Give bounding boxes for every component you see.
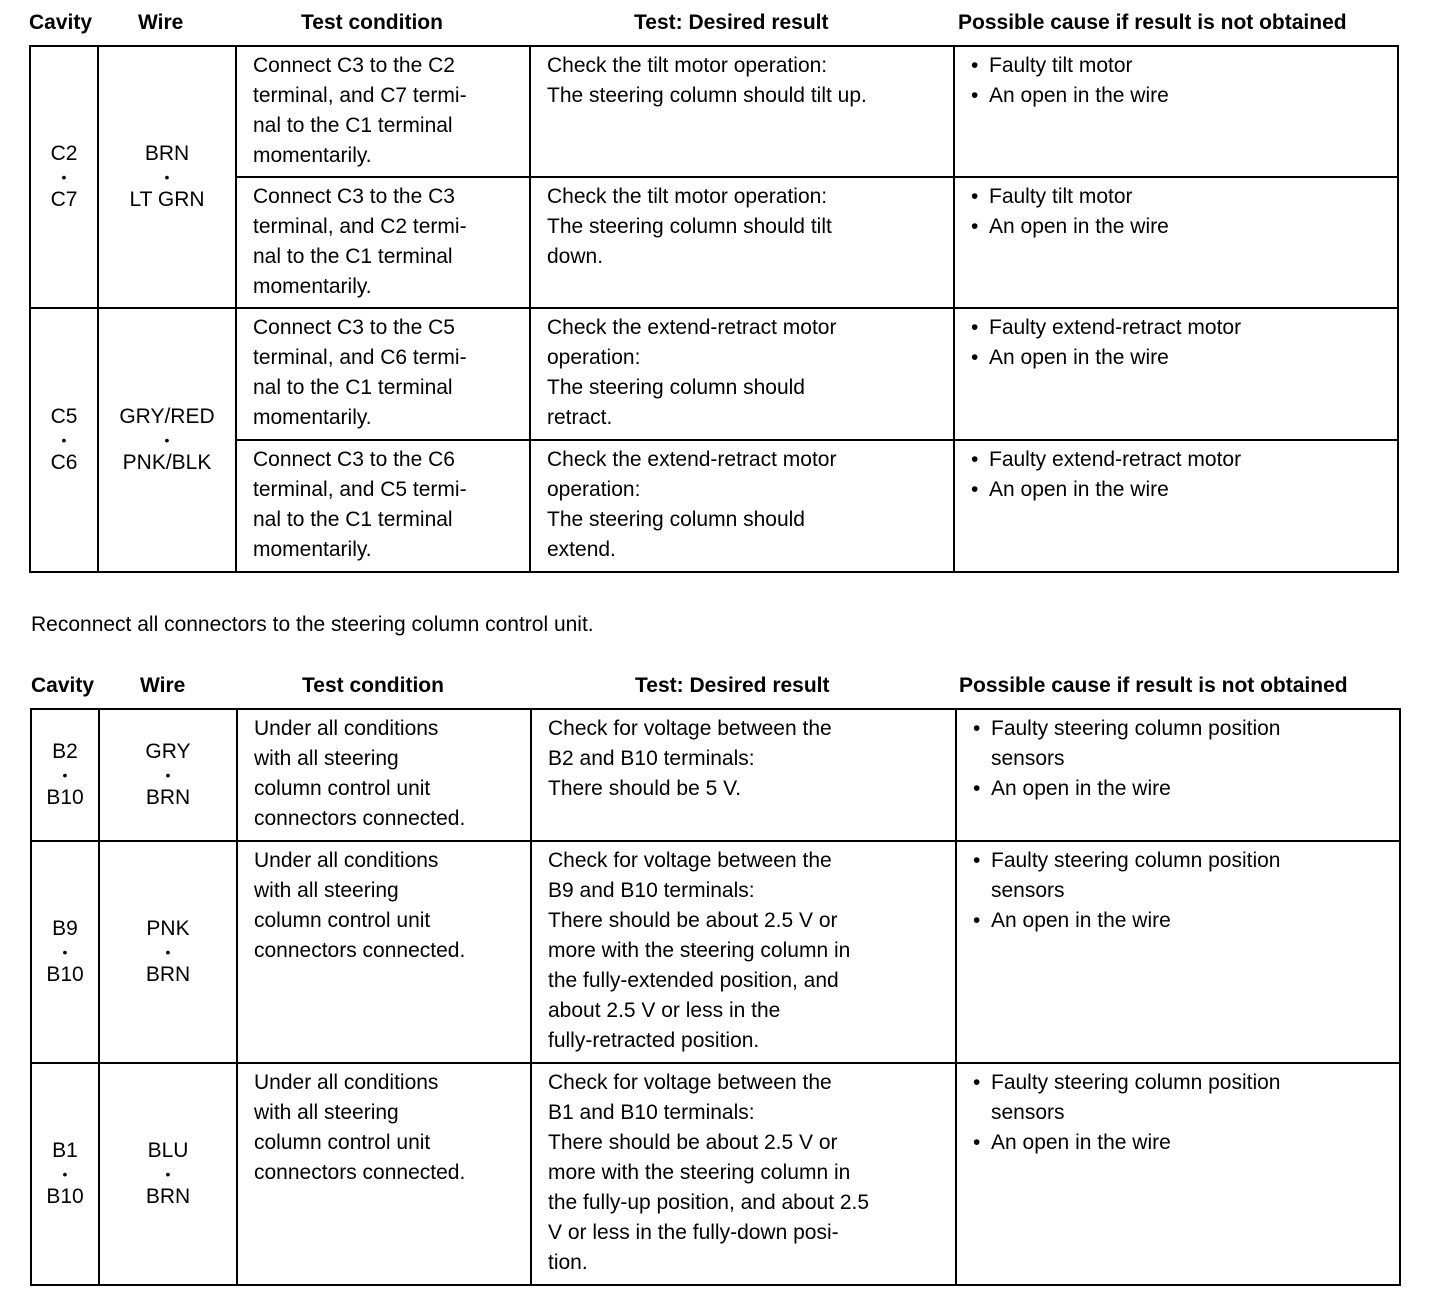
wire-cell [98, 46, 236, 308]
cause-text-continued: sensors [991, 1101, 1065, 1124]
result-cell [531, 709, 956, 841]
cavity-cell [30, 308, 98, 572]
cause-item [971, 313, 1389, 343]
cause-text: An open in the wire [989, 478, 1169, 501]
bullet-icon: • [971, 215, 979, 238]
condition-line: column control unit [254, 1131, 431, 1154]
header-possible-cause-1: Possible cause if result is not obtained [958, 11, 1347, 34]
header-desired-result-1: Test: Desired result [634, 11, 829, 34]
condition-line: terminal, and C5 termi- [253, 478, 467, 501]
cause-item [971, 51, 1389, 81]
wire-color: LT GRN [129, 188, 205, 211]
result-line: B1 and B10 terminals: [548, 1101, 755, 1124]
test-table-1 [29, 45, 1399, 573]
result-line: tion. [548, 1251, 588, 1274]
table-row [31, 709, 1400, 841]
cause-text: Faulty extend-retract motor [989, 448, 1242, 471]
condition-line: Connect C3 to the C2 [253, 54, 455, 77]
condition-line: connectors connected. [254, 939, 466, 962]
result-line: The steering column should [547, 508, 805, 531]
cause-item [971, 475, 1389, 505]
cause-item [971, 182, 1389, 212]
cause-text: An open in the wire [991, 909, 1171, 932]
dot-separator: • [164, 169, 170, 185]
cause-cell [954, 308, 1398, 440]
condition-line: momentarily. [253, 144, 372, 167]
header-possible-cause-2: Possible cause if result is not obtained [959, 674, 1348, 697]
result-line: down. [547, 245, 604, 268]
result-line: Check the tilt motor operation: [547, 185, 828, 208]
cavity-label: B9 [52, 917, 78, 940]
cause-item [973, 774, 1391, 804]
cause-text-continued: sensors [991, 879, 1065, 902]
header-cavity-1: Cavity [29, 11, 93, 34]
wire-color: BLU [147, 1139, 189, 1162]
wire-color: PNK [146, 917, 190, 940]
cause-item [973, 846, 1391, 876]
header-wire-1: Wire [138, 11, 184, 34]
result-line: the fully-extended position, and [548, 969, 839, 992]
cause-text: Faulty steering column position [991, 849, 1281, 872]
condition-line: Under all conditions [254, 717, 439, 740]
wire-color: GRY/RED [119, 405, 215, 428]
result-line: about 2.5 V or less in the [548, 999, 781, 1022]
condition-line: connectors connected. [254, 807, 466, 830]
cavity-label: C5 [50, 405, 78, 428]
wire-color: BRN [145, 1185, 191, 1208]
result-line: retract. [547, 406, 613, 429]
cause-cell [956, 709, 1400, 841]
condition-cell [236, 177, 530, 308]
result-line: Check for voltage between the [548, 1071, 832, 1094]
cause-item [973, 714, 1391, 744]
header-cavity-2: Cavity [31, 674, 95, 697]
result-line: Check for voltage between the [548, 717, 832, 740]
bullet-icon: • [973, 717, 981, 740]
condition-line: momentarily. [253, 275, 372, 298]
result-line: V or less in the fully-down posi- [548, 1221, 839, 1244]
result-line: more with the steering column in [548, 939, 851, 962]
condition-cell [236, 440, 530, 572]
cause-text: An open in the wire [989, 84, 1169, 107]
condition-line: with all steering [254, 879, 399, 902]
wire-color: BRN [145, 786, 191, 809]
cause-cell [954, 46, 1398, 177]
cause-item [971, 81, 1389, 111]
condition-line: connectors connected. [254, 1161, 466, 1184]
cause-text-continued: sensors [991, 747, 1065, 770]
condition-line: Connect C3 to the C5 [253, 316, 455, 339]
result-line: Check the extend-retract motor [547, 448, 837, 471]
table-row [30, 177, 1398, 308]
cavity-label: B2 [52, 740, 78, 763]
cavity-label: C7 [50, 188, 78, 211]
header-test-condition-2: Test condition [302, 674, 444, 697]
cavity-cell [30, 46, 98, 308]
cause-text: Faulty tilt motor [989, 185, 1133, 208]
dot-separator: • [164, 432, 170, 448]
condition-line: nal to the C1 terminal [253, 508, 453, 531]
dot-separator: • [165, 767, 171, 783]
cause-item [971, 343, 1389, 373]
cause-text: Faulty steering column position [991, 717, 1281, 740]
cause-cell [956, 1063, 1400, 1285]
bullet-icon: • [973, 1071, 981, 1094]
cause-item [971, 212, 1389, 242]
result-cell [530, 308, 954, 440]
condition-line: terminal, and C6 termi- [253, 346, 467, 369]
cause-item [973, 1068, 1391, 1098]
condition-cell [237, 709, 531, 841]
condition-line: terminal, and C7 termi- [253, 84, 467, 107]
wire-color: PNK/BLK [122, 451, 212, 474]
condition-line: Under all conditions [254, 1071, 439, 1094]
cause-text: Faulty tilt motor [989, 54, 1133, 77]
condition-line: with all steering [254, 747, 399, 770]
bullet-icon: • [973, 777, 981, 800]
condition-line: momentarily. [253, 538, 372, 561]
wire-color: BRN [144, 142, 190, 165]
bullet-icon: • [971, 185, 979, 208]
cavity-cell [31, 1063, 99, 1285]
condition-line: Under all conditions [254, 849, 439, 872]
condition-line: nal to the C1 terminal [253, 376, 453, 399]
dot-separator: • [165, 1166, 171, 1182]
bullet-icon: • [971, 316, 979, 339]
header-wire-2: Wire [140, 674, 186, 697]
condition-line: terminal, and C2 termi- [253, 215, 467, 238]
condition-line: with all steering [254, 1101, 399, 1124]
condition-line: Connect C3 to the C6 [253, 448, 455, 471]
result-cell [530, 177, 954, 308]
cause-cell [954, 177, 1398, 308]
condition-line: nal to the C1 terminal [253, 114, 453, 137]
cavity-label: B1 [52, 1139, 78, 1162]
reconnect-note: Reconnect all connectors to the steering column control unit. [31, 613, 594, 636]
cause-text: An open in the wire [989, 215, 1169, 238]
condition-line: Connect C3 to the C3 [253, 185, 455, 208]
wire-color: BRN [145, 963, 191, 986]
bullet-icon: • [971, 84, 979, 107]
bullet-icon: • [973, 849, 981, 872]
cavity-label: B10 [46, 1185, 84, 1208]
wire-cell [99, 709, 237, 841]
bullet-icon: • [971, 478, 979, 501]
table-row [30, 440, 1398, 572]
dot-separator: • [62, 1166, 68, 1182]
result-cell [530, 46, 954, 177]
result-cell [531, 841, 956, 1063]
result-line: There should be 5 V. [548, 777, 742, 800]
cavity-cell [31, 841, 99, 1063]
result-cell [531, 1063, 956, 1285]
condition-line: column control unit [254, 777, 431, 800]
cause-text: Faulty extend-retract motor [989, 316, 1242, 339]
table-row [30, 308, 1398, 440]
result-line: The steering column should [547, 376, 805, 399]
result-line: operation: [547, 478, 641, 501]
dot-separator: • [165, 944, 171, 960]
cause-item [971, 445, 1389, 475]
cause-text: An open in the wire [989, 346, 1169, 369]
result-line: extend. [547, 538, 616, 561]
bullet-icon: • [973, 1131, 981, 1154]
cause-cell [954, 440, 1398, 572]
condition-cell [237, 1063, 531, 1285]
cause-text: An open in the wire [991, 777, 1171, 800]
condition-cell [237, 841, 531, 1063]
cavity-label: B10 [46, 963, 84, 986]
result-cell [530, 440, 954, 572]
cavity-cell [31, 709, 99, 841]
result-line: B2 and B10 terminals: [548, 747, 755, 770]
cause-item [973, 1128, 1391, 1158]
cause-item [973, 906, 1391, 936]
bullet-icon: • [971, 54, 979, 77]
bullet-icon: • [973, 909, 981, 932]
test-table-2 [30, 708, 1401, 1286]
result-line: more with the steering column in [548, 1161, 851, 1184]
dot-separator: • [62, 944, 68, 960]
cavity-label: B10 [46, 786, 84, 809]
dot-separator: • [61, 169, 67, 185]
result-line: Check the extend-retract motor [547, 316, 837, 339]
header-desired-result-2: Test: Desired result [635, 674, 830, 697]
wire-cell [99, 841, 237, 1063]
cavity-label: C6 [50, 451, 78, 474]
result-line: Check for voltage between the [548, 849, 832, 872]
dot-separator: • [62, 767, 68, 783]
result-line: B9 and B10 terminals: [548, 879, 755, 902]
cavity-label: C2 [50, 142, 78, 165]
table-row [30, 46, 1398, 177]
table-row [31, 841, 1400, 1063]
cause-text: An open in the wire [991, 1131, 1171, 1154]
cause-text: Faulty steering column position [991, 1071, 1281, 1094]
result-line: the fully-up position, and about 2.5 [548, 1191, 870, 1214]
bullet-icon: • [971, 448, 979, 471]
condition-line: nal to the C1 terminal [253, 245, 453, 268]
result-line: fully-retracted position. [548, 1029, 760, 1052]
result-line: The steering column should tilt [547, 215, 832, 238]
wire-cell [98, 308, 236, 572]
result-line: There should be about 2.5 V or [548, 909, 838, 932]
condition-line: column control unit [254, 909, 431, 932]
result-line: The steering column should tilt up. [547, 84, 867, 107]
condition-cell [236, 46, 530, 177]
bullet-icon: • [971, 346, 979, 369]
result-line: There should be about 2.5 V or [548, 1131, 838, 1154]
header-test-condition-1: Test condition [301, 11, 443, 34]
condition-line: momentarily. [253, 406, 372, 429]
result-line: operation: [547, 346, 641, 369]
dot-separator: • [61, 432, 67, 448]
wire-color: GRY [145, 740, 191, 763]
wire-cell [99, 1063, 237, 1285]
condition-cell [236, 308, 530, 440]
result-line: Check the tilt motor operation: [547, 54, 828, 77]
table-row [31, 1063, 1400, 1285]
cause-cell [956, 841, 1400, 1063]
